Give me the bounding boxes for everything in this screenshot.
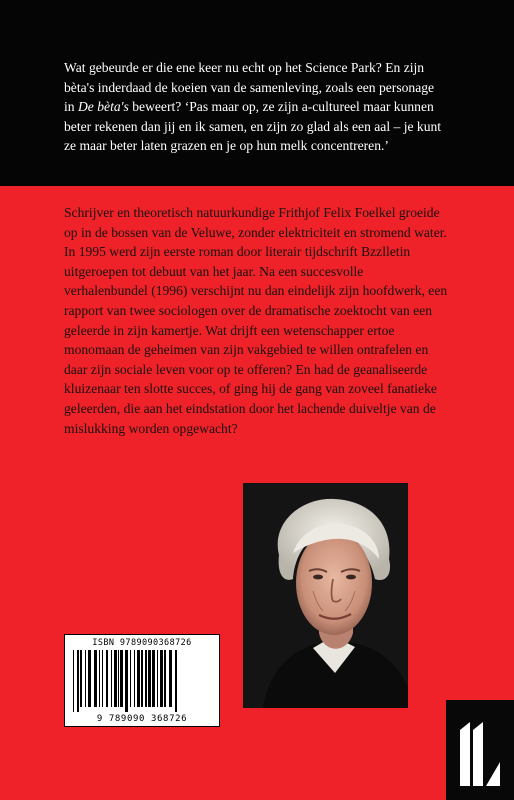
blurb-part-2: beweert? ‘Pas maar op, ze zijn a-cultureel maar kunnen beter rekenen dan jij en ik samen, en zijn zo glad als een aal – je kunt ze maar beter laten grazen en je op hun melk concentreren.’ (64, 99, 442, 153)
barcode-bar (94, 650, 97, 707)
barcode-bar (134, 650, 135, 707)
barcode-bar (73, 650, 74, 712)
barcode-bar (152, 650, 155, 707)
author-bio: Schrijver en theoretisch natuurkundige Frithjof Felix Foelkel groeide op in de bossen van de Veluwe, zonder elektriciteit en stromend water. In 1995 werd zijn eerste roman door literair tijdschrift Bzzlletin uitgeroepen tot debuut van het jaar. Na een succesvolle verhalenbundel (1996) verschijnt nu dan eindelijk zijn hoofdwerk, een rapport van twee sociologen over de dramatische zoektocht van een geleerde in zijn kamertje. Wat drijft een wetenschapper ertoe monomaan de geheimen van zijn vakgebied te willen ontrafelen en daar zijn sociale leven voor op te offeren? En had de geanaliseerde kluizenaar ten slotte succes, of ging hij de gang van zoveel fanatieke geleerden, die aan het eindstation door het lachende duiveltje van de mislukking worden opgewacht? (64, 205, 448, 436)
barcode-bar (120, 650, 123, 707)
isbn-barcode (64, 634, 220, 727)
barcode-bar (118, 650, 119, 707)
barcode-bar (125, 650, 128, 712)
blurb-book-title: De bèta's (77, 99, 129, 114)
barcode-bar (169, 650, 172, 707)
blurb-part-1: Wat gebeurde er die ene keer nu echt op het Science Park? En zijn bèta's inderdaad de koeien van de samenleving, zoals een personage in (64, 60, 435, 114)
barcode-bar (111, 650, 112, 707)
barcode-bar (141, 650, 143, 707)
barcode-bars (71, 650, 215, 712)
author-portrait-image (243, 483, 408, 708)
barcode-digits: 9 789090 368726 (96, 714, 188, 724)
barcode-bar (137, 650, 140, 707)
barcode-bar (77, 650, 79, 712)
barcode-bar (99, 650, 100, 707)
barcode-bar (145, 650, 147, 707)
author-photo (243, 483, 408, 708)
barcode-bar (102, 650, 103, 707)
barcode-bar (148, 650, 151, 707)
publisher-logo (446, 700, 514, 800)
barcode-bar (80, 650, 82, 707)
barcode-bar (88, 650, 91, 707)
publisher-logo-icon (446, 700, 514, 800)
barcode-bar (160, 650, 163, 707)
blurb-text (64, 58, 444, 156)
barcode-bar (106, 650, 108, 707)
isbn-label: ISBN 9789090368726 (92, 638, 192, 648)
barcode-bar (85, 650, 86, 707)
barcode-bar (130, 650, 131, 707)
barcode-bar (157, 650, 158, 707)
barcode-bar (114, 650, 117, 707)
barcode-bar (164, 650, 166, 707)
barcode-bar (175, 650, 177, 712)
